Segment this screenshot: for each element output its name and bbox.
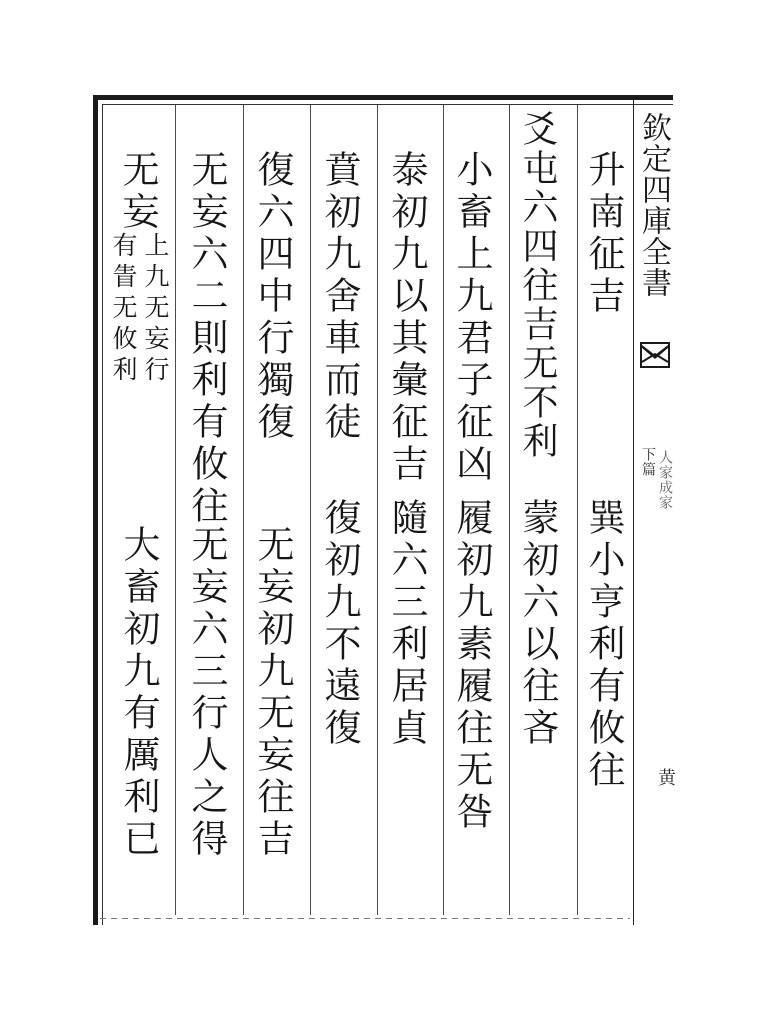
column-7-lower: 无妄六三行人之得 (185, 525, 228, 861)
column-2-upper: 爻屯六四往吉无不利 (517, 110, 558, 461)
column-divider (175, 105, 176, 915)
column-3-lower: 履初九素履往无咎 (450, 498, 493, 834)
column-divider (443, 105, 444, 915)
column-7-upper: 无妄六二則利有攸往 (185, 150, 228, 528)
column-2-lower: 蒙初六以往吝 (516, 498, 559, 750)
column-8-note-left: 有眚无攸利 (109, 232, 138, 387)
bottom-trim-line (100, 918, 630, 919)
column-divider (509, 105, 510, 915)
column-1-upper: 升南征吉 (582, 150, 625, 318)
book-title: 欽定四庫全書 (636, 112, 671, 298)
volume-label: 下篇 (640, 447, 656, 477)
column-3-upper: 小畜上九君子征凶 (450, 150, 493, 486)
column-divider (310, 105, 311, 915)
column-8-lower: 大畜初九有厲利已 (117, 525, 160, 861)
page-mark: 黄 (655, 768, 676, 787)
column-divider (577, 105, 578, 915)
column-4-lower: 隨六三利居貞 (385, 498, 428, 750)
column-divider (243, 105, 244, 915)
fish-tail-mark-icon (640, 342, 670, 368)
column-6-lower: 无妄初九无妄往吉 (251, 525, 294, 861)
column-1-lower: 巽小亨利有攸往 (582, 498, 625, 792)
column-divider (377, 105, 378, 915)
column-4-upper: 泰初九以其彙征吉 (385, 150, 428, 486)
column-8-note-right: 上九无妄行 (141, 232, 170, 387)
column-5-lower: 復初九不遠復 (318, 498, 361, 750)
column-5-upper: 賁初九舍車而徒 (318, 150, 361, 444)
column-8-upper-main: 无妄 (116, 150, 159, 234)
fragment-label: 人家成家 (657, 450, 673, 510)
column-6-upper: 復六四中行獨復 (251, 150, 294, 444)
